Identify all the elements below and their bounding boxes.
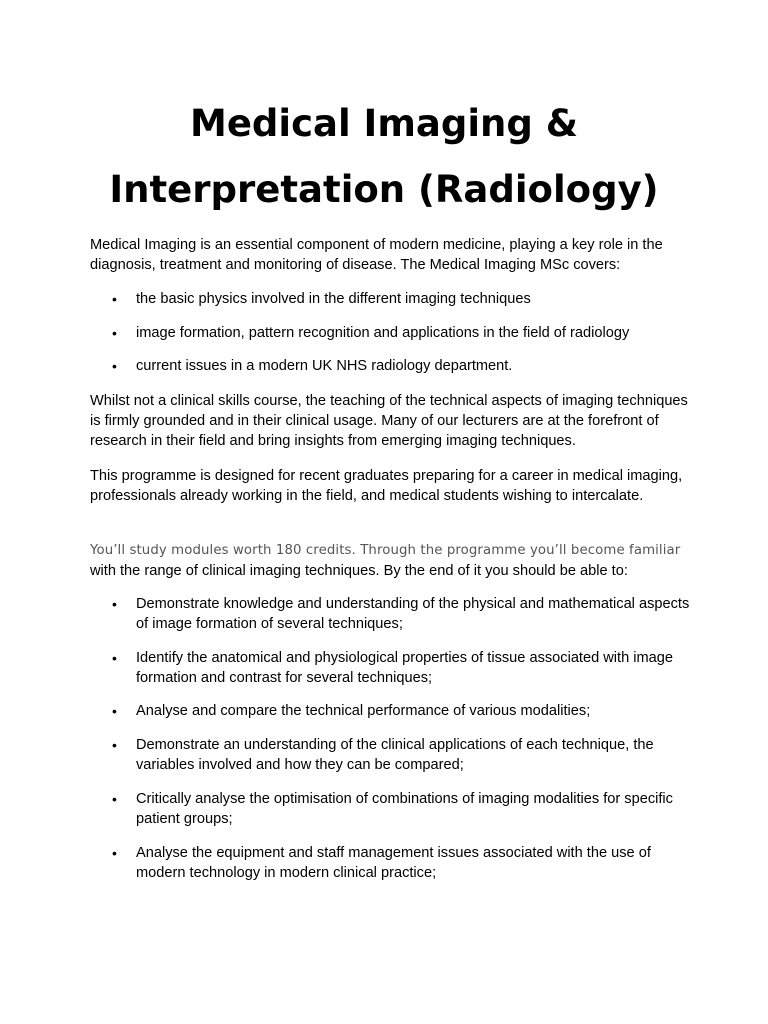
list-item-text: Analyse and compare the technical performance of various modalities; — [136, 703, 591, 719]
body-paragraph — [90, 540, 690, 581]
paragraph-rest-text: with the range of clinical imaging techniques. By the end of it you should be able to: — [90, 563, 628, 579]
list-item-text: current issues in a modern UK NHS radiology department. — [136, 358, 513, 374]
list-item-text: Demonstrate knowledge and understanding of the physical and mathematical aspects of image formation of several techniques; — [136, 596, 690, 632]
bullet-icon: • — [112, 703, 117, 719]
page-title-line-2: Interpretation (Radiology) — [109, 168, 659, 211]
intro-paragraph: Medical Imaging is an essential component of modern medicine, playing a key role in the diagnosis, treatment and monitoring of disease. The Medical Imaging MSc covers: — [90, 237, 663, 273]
body-paragraph: Whilst not a clinical skills course, the teaching of the technical aspects of imaging techniques is firmly grounded and in their clinical usage. Many of our lecturers are at the forefront of research in their field and bring insights from emerging imaging techniques. — [90, 393, 688, 449]
bullet-icon: • — [112, 650, 117, 666]
list-item-text: image formation, pattern recognition and applications in the field of radiology — [136, 325, 630, 341]
list-item-text: Critically analyse the optimisation of combinations of imaging modalities for specific patient groups; — [136, 791, 673, 827]
list-item-text: Identify the anatomical and physiological properties of tissue associated with image formation and contrast for several techniques; — [136, 650, 674, 686]
list-item-text: the basic physics involved in the different imaging techniques — [136, 291, 531, 307]
list-item-text: Demonstrate an understanding of the clinical applications of each technique, the variables involved and how they can be compared; — [136, 737, 654, 773]
bullet-icon: • — [112, 845, 117, 861]
bullet-icon: • — [112, 596, 117, 612]
body-paragraph: This programme is designed for recent graduates preparing for a career in medical imaging, professionals already working in the field, and medical students wishing to intercalate. — [90, 468, 683, 504]
paragraph-lead-text: You’ll study modules worth 180 credits. Through the programme you’ll become familiar — [90, 543, 681, 558]
bullet-icon: • — [112, 358, 117, 374]
bullet-icon: • — [112, 737, 117, 753]
bullet-icon: • — [112, 791, 117, 807]
list-item-text: Analyse the equipment and staff management issues associated with the use of modern technology in modern clinical practice; — [136, 845, 651, 881]
bullet-icon: • — [112, 325, 117, 341]
bullet-icon: • — [112, 291, 117, 307]
page-title-line-1: Medical Imaging & — [190, 102, 578, 145]
